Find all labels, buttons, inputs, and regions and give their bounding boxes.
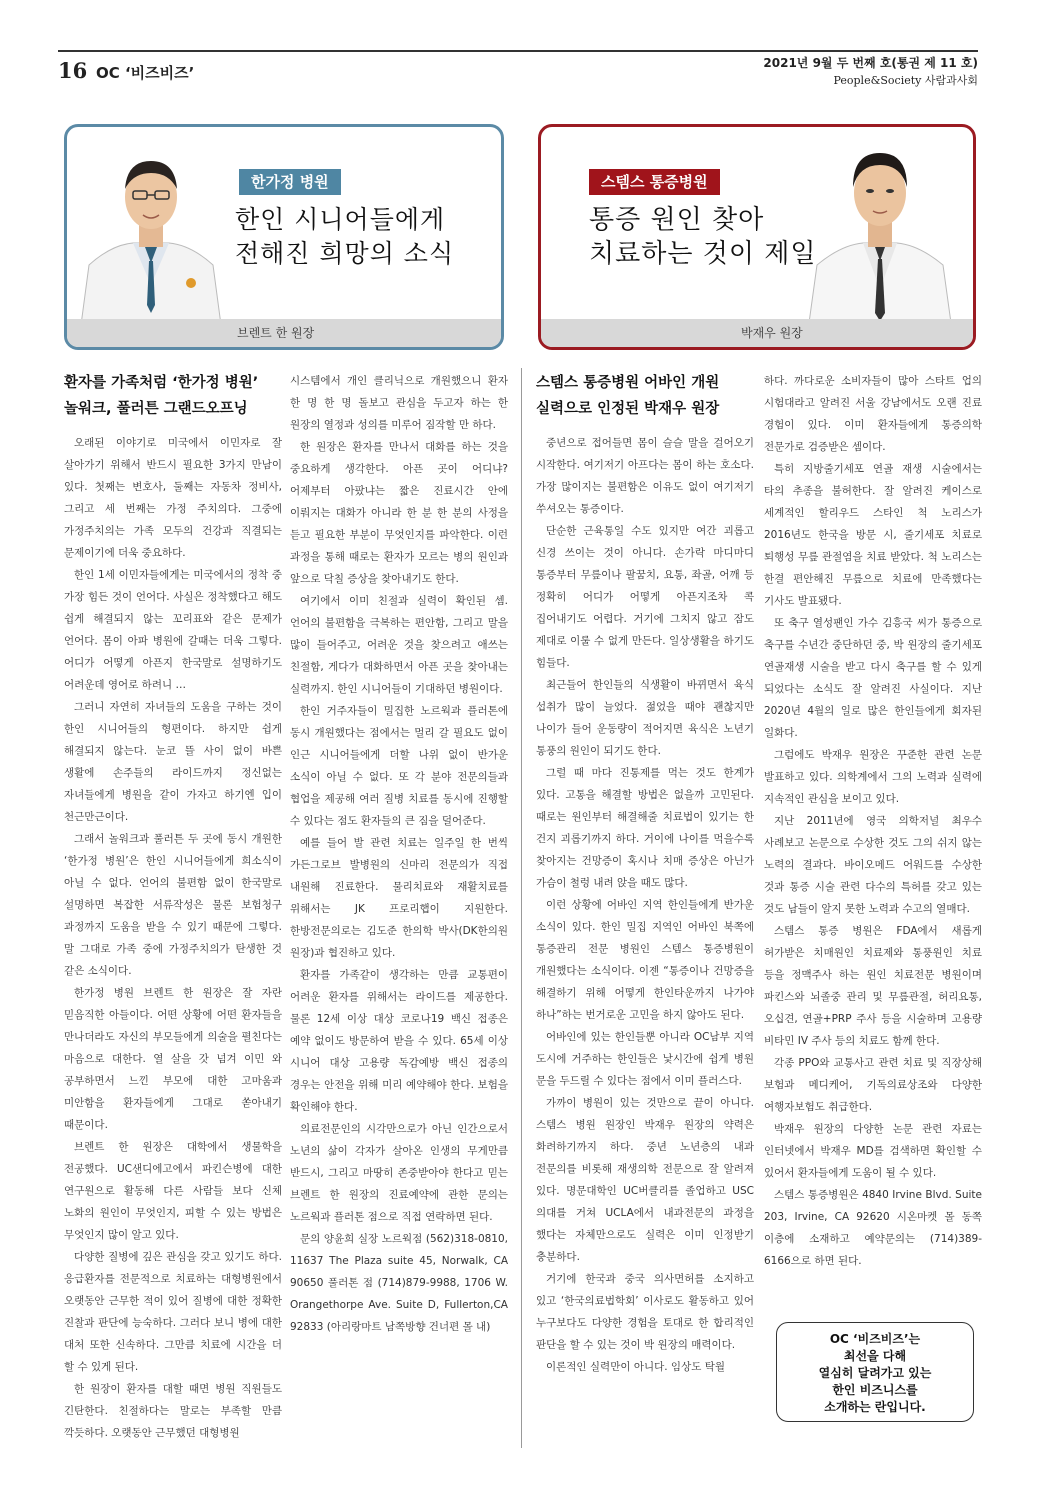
article2-paragraph: 이런 상황에 어바인 지역 한인들에게 반가운 소식이 있다. 한인 밀집 지역인 어바인 북쪽에 통증관리 전문 병원인 스템스 통증병원이 개원했다는 소식이다. 이젠 “통증이나 건망증을 해결하기 위해 어떻게 한인타운까지 나가야 하나”하는 번거로운 고민을 하지 않아도 된다. [536, 899, 754, 1021]
article1-headline-line2: 놀워크, 풀러튼 그랜드오프닝 [64, 401, 248, 417]
feature-box-stems [538, 124, 976, 350]
oc-bizbiz-promo-box [776, 1322, 974, 1422]
article2-column2 [764, 370, 982, 1272]
doctor-portrait-left [71, 135, 231, 325]
doctor-name-left: 브렌트 한 원장 [67, 319, 501, 347]
promo-line: OC ‘비즈비즈’는 [829, 1332, 921, 1346]
article2-paragraph: 가까이 병원이 있는 것만으로 끝이 아니다. 스템스 병원 원장인 박재우 원장의 약력은 화려하기까지 하다. 중년 노년층의 내과 전문의를 비롯해 재생의학 전문으로 잘 알려져 있다. 명문대학인 UC버클리를 졸업하고 USC 의대를 거쳐 UCLA에서 내과전문의 과정을 했다는 자체만으로도 실력은 이미 인정받기 충분하다. [536, 1097, 754, 1263]
feature-title-left-line1: 한인 시니어들에게 [235, 205, 446, 234]
article1-headline-line1: 환자를 가족처럼 ‘한가정 병원’ [64, 375, 259, 391]
article1-paragraph: 예를 들어 발 관련 치료는 일주일 한 번씩 가든그로브 발병원의 신마리 전문의가 직접 내원해 진료한다. 물리치료와 재활치료를 위해서는 JK 프로리햅이 지원한다. 한방전문의로는 김도준 한의학 박사(DK한의원 원장)과 협진하고 있다. [290, 837, 508, 959]
article1-paragraph: 한 원장이 환자를 대할 때면 병원 직원들도 긴탄한다. 친절하다는 말로는 부족할 만큼 깍듯하다. 오랫동안 근무했던 대형병원 [64, 1383, 282, 1439]
article2-paragraph: 단순한 근육통일 수도 있지만 여간 괴롭고 신경 쓰이는 것이 아니다. 손가락 마디마디 통증부터 무릎이나 팔꿈치, 요통, 좌골, 어깨 등 정확히 어디가 어떻게 아픈지조차 콕 집어내기도 어렵다. 거기에 그치지 않고 잠도 제대로 이룰 수 없게 만든다. 일상생활을 하기도 힘들다. [536, 525, 754, 669]
promo-line: 최선을 다해 [843, 1349, 907, 1363]
article1-paragraph: 그러니 자연히 자녀들의 도움을 구하는 것이 한인 시니어들의 형편이다. 하지만 쉽게 해결되지 않는다. 눈코 뜰 사이 없이 바쁜 생활에 손주들의 라이드까지 정신없는 자녀들에게 병원을 같이 가자고 하기엔 입이 천근만근이다. [64, 701, 282, 823]
article2-paragraph: 거기에 한국과 중국 의사면허를 소지하고 있고 ‘한국의료법학회’ 이사로도 활동하고 있어 누구보다도 다양한 경험을 토대로 한 합리적인 판단을 할 수 있는 것이 박 원장의 매력이다. [536, 1273, 754, 1351]
article2-paragraph: 스템스 통증 병원은 FDA에서 새롭게 허가받은 치매원인 치료제와 통풍원인 치료 등을 정맥주사 하는 원인 치료전문 병원이며 파킨스와 뇌졸중 관리 및 무릎관절, 허리요통, 오십견, 연골+PRP 주사 등을 시술하며 고용량 비타민 IV 주사 등의 치료도 함께 한다. [764, 925, 982, 1047]
article2-paragraph: 최근들어 한인들의 식생활이 바뀌면서 육식 섭취가 많이 늘었다. 젊었을 때야 괜찮지만 나이가 들어 운동량이 적어지면 육식은 노년기 통풍의 원인이 되기도 한다. [536, 679, 754, 757]
article2-column1 [536, 370, 754, 1378]
article2-headline [536, 370, 754, 422]
article2-paragraph: 특히 지방줄기세포 연골 재생 시술에서는 타의 추종을 불허한다. 잘 알려진 케이스로 세계적인 할리우드 스타인 척 노리스가 2016년도 한국을 방문 시, 줄기세포 치료로 퇴행성 무릎 관절염을 치료 받았다. 척 노리스는 한결 편안해진 무릎으로 치료에 만족했다는 기사도 발표됐다. [764, 463, 982, 607]
article2-paragraph: 하다. 까다로운 소비자들이 많아 스타트 업의 시험대라고 알려진 서울 강남에서도 오랜 진료 경험이 있다. 이미 환자들에게 통증의학 전문가로 검증받은 셈이다. [764, 375, 982, 453]
promo-line: 소개하는 란입니다. [824, 1400, 926, 1414]
column-divider [521, 368, 522, 1448]
article1-paragraph: 한인 1세 이민자들에게는 미국에서의 정착 중 가장 힘든 것이 언어다. 사실은 정착했다고 해도 쉽게 해결되지 않는 꼬리표와 같은 문제가 언어다. 몸이 아파 병원에 갈때는 더욱 그렇다. 어디가 어떻게 아픈지 한국말로 설명하기도 어려운데 영어로 하려니 … [64, 569, 282, 691]
article1-column1 [64, 370, 282, 1444]
article1-paragraph: 다양한 질병에 깊은 관심을 갖고 있기도 하다. 응급환자를 전문적으로 치료하는 대형병원에서 오랫동안 근무한 적이 있어 질병에 대한 정확한 진찰과 판단에 능숙하다. 그러다 보니 병에 대한 대처 또한 신속하다. 그만큼 치료에 시간을 더 할 수 있게 된다. [64, 1251, 282, 1373]
publication-name-en: People&Society [833, 74, 922, 87]
feature-title-left-line2: 전해진 희망의 소식 [235, 239, 455, 268]
header-rule [58, 50, 978, 52]
article2-paragraph: 그럴 때 마다 진통제를 먹는 것도 한계가 있다. 고통을 해결할 방법은 없을까 고민된다. 때로는 원인부터 해결해줄 치료법이 있기는 한 건지 괴롭기까지 하다. 거이에 나이를 먹을수록 찾아지는 건망증이 혹시나 치매 증상은 아닌가 가슴이 철렁 내려 앉을 때도 많다. [536, 767, 754, 889]
page-number: 16 [58, 58, 88, 83]
article1-headline [64, 370, 282, 422]
promo-line: 열심히 달려가고 있는 [818, 1366, 932, 1380]
doctor-portrait-right [805, 129, 955, 323]
article2-paragraph: 중년으로 접어들면 몸이 슬슬 말을 걸어오기 시작한다. 여기저기 아프다는 몸이 하는 호소다. 가장 많이지는 불편함은 이유도 없이 여기저기 쑤셔오는 통증이다. [536, 437, 754, 515]
article1-column2 [290, 370, 508, 1338]
article2-headline-line2: 실력으로 인정된 박재우 원장 [536, 401, 720, 417]
article1-paragraph: 브렌트 한 원장은 대학에서 생물학을 전공했다. UC샌디에고에서 파킨슨병에 대한 연구원으로 활동해 다른 사람들 보다 신체 노화의 원인이 무엇인지, 피할 수 있는 방법은 무엇인지 많이 알고 있다. [64, 1141, 282, 1241]
article2-paragraph: 이론적인 실력만이 아니다. 임상도 탁월 [546, 1361, 725, 1373]
feature-box-hangajeong [64, 124, 504, 350]
article1-contact: 문의 양윤희 실장 노르웍점 (562)318-0810, 11637 The Plaza suite 45, Norwalk, CA 90650 풀러톤 점 (714)879-9988, 1706 W. Orangethorpe Ave. Suite D, Fullerton,CA 92833 (아리랑마트 남쪽방향 건너편 몰 내) [290, 1233, 508, 1333]
article2-paragraph: 또 축구 열성팬인 가수 김흥국 씨가 통증으로 축구를 수년간 중단하던 중, 박 원장의 줄기세포 연골재생 시술을 받고 다시 축구를 할 수 있게 되었다는 소식도 잘 알려진 사실이다. 지난 2020년 4월의 일로 많은 한인들에게 회자된 일화다. [764, 617, 982, 739]
article1-paragraph: 시스템에서 개인 클리닉으로 개원했으니 환자 한 명 한 명 돌보고 관심을 두고자 하는 한 원장의 열정과 성의를 미루어 짐작할 만 하다. [290, 375, 508, 431]
article1-paragraph: 오래된 이야기로 미국에서 이민자로 잘 살아가기 위해서 반드시 필요한 3가지 만남이 있다. 첫째는 변호사, 둘째는 자동차 정비사, 그리고 세 번째는 가정 주치의다. 그중에 가정주치의는 가족 모두의 건강과 직결되는 문제이기에 더욱 중요하다. [64, 437, 282, 559]
feature-title-right [589, 203, 816, 271]
article2-paragraph: 각종 PPO와 교통사고 관련 치료 및 직장상해 보험과 메디케어, 기독의료상조와 다양한 여행자보험도 취급한다. [764, 1057, 982, 1113]
article2-paragraph: 어바인에 있는 한인들뿐 아니라 OC남부 지역 도시에 거주하는 한인들은 낯시간에 쉽게 병원 문을 두드릴 수 있다는 점에서 이미 플러스다. [536, 1031, 754, 1087]
article1-paragraph: 한가정 병원 브렌트 한 원장은 잘 자란 믿음직한 아들이다. 어떤 상황에 어떤 환자들을 만나더라도 자신의 부모들에게 의술을 펼친다는 마음으로 대한다. 열 살을 갓 넘겨 이민 와 공부하면서 느낀 부모에 대한 고마움과 미안함을 환자들에게 그대로 쏟아내기 때문이다. [64, 987, 282, 1131]
section-title: OC ‘비즈비즈’ [96, 64, 195, 82]
article2-paragraph: 그럼에도 박재우 원장은 꾸준한 관련 논문 발표하고 있다. 의학계에서 그의 노력과 실력에 지속적인 관심을 보이고 있다. [764, 749, 982, 805]
feature-title-left [235, 203, 454, 271]
article1-paragraph: 의료전문인의 시각만으로가 아닌 인간으로서 노년의 삶이 각자가 살아온 인생의 무게만큼 반드시, 그리고 마땅히 존중받아야 한다고 믿는 브렌트 한 원장의 진료예약에 관한 문의는 노르웍과 플러톤 점으로 직접 연락하면 된다. [290, 1123, 508, 1223]
article1-paragraph: 한 원장은 환자를 만나서 대화를 하는 것을 중요하게 생각한다. 아픈 곳이 어디냐? 어제부터 아팠냐는 짧은 진료시간 안에 이뤄지는 대화가 아니라 한 분 한 분의 사정을 듣고 필요한 부분이 무엇인지를 파악한다. 이런 과정을 통해 때로는 환자가 모르는 병의 원인과 앞으로 닥칠 증상을 찾아내기도 한다. [290, 441, 508, 585]
article2-paragraph: 박재우 원장의 다양한 논문 관련 자료는 인터넷에서 박재우 MD를 검색하면 확인할 수 있어서 환자들에게 도움이 될 수 있다. [764, 1123, 982, 1179]
doctor-name-right: 박재우 원장 [541, 319, 973, 347]
article2-paragraph: 지난 2011년에 영국 의학저널 최우수 사례보고 논문으로 수상한 것도 그의 쉬지 않는 노력의 결과다. 바이오메드 어워드를 수상한 것과 통증 시술 관련 다수의 특허를 갖고 있는 것도 남들이 알지 못한 노력과 수고의 열매다. [764, 815, 982, 915]
article1-paragraph: 그래서 놀워크과 풀러튼 두 곳에 동시 개원한 ‘한가정 병원’은 한인 시니어들에게 희소식이 아닐 수 없다. 언어의 불편함 없이 한국말로 설명하면 복잡한 서류작성은 물론 보험청구 과정까지 도움을 받을 수 있기 때문에 그렇다. 말 그대로 가족 중에 가정주치의가 탄생한 것 같은 소식이다. [64, 833, 282, 977]
hospital-tag-stems: 스템스 통증병원 [589, 169, 720, 195]
promo-line: 한인 비즈니스를 [832, 1383, 918, 1397]
article2-headline-line1: 스템스 통증병원 어바인 개원 [536, 375, 720, 391]
article1-paragraph: 여기에서 이미 친절과 실력이 확인된 셈. 언어의 불편함을 극복하는 편안함, 그리고 말을 많이 들어주고, 어려운 것을 찾으려고 애쓰는 친절함, 게다가 대화하면서 아픈 곳을 찾아내는 실력까지. 한인 시니어들이 기대하던 병원이다. [290, 595, 508, 695]
article2-contact: 스템스 통증병원은 4840 Irvine Blvd. Suite 203, Irvine, CA 92620 시온마켓 몰 동쪽 이층에 소재하고 예약문의는 (714)389-6166으로 하면 된다. [764, 1189, 982, 1267]
publication-name-ko: 사람과사회 [924, 74, 978, 87]
hospital-tag-hangajeong: 한가정 병원 [239, 169, 341, 195]
feature-title-right-line2: 치료하는 것이 제일 [589, 239, 817, 269]
publication-name [833, 72, 978, 88]
feature-title-right-line1: 통증 원인 찾아 [589, 205, 765, 235]
article1-paragraph: 환자를 가족같이 생각하는 만큼 교통편이 어려운 환자를 위해서는 라이드를 제공한다. 물론 12세 이상 대상 코로나19 백신 접종은 예약 없이도 방문하여 받을 수 있다. 65세 이상 시니어 대상 고용량 독감예방 백신 접종의 경우는 안전을 위해 미리 예약해야 한다. 보험을 확인해야 한다. [290, 969, 508, 1113]
article1-paragraph: 한인 거주자들이 밀집한 노르웍과 플러톤에 동시 개원했다는 점에서는 멀리 갈 필요도 없이 인근 시니어들에게 더할 나위 없이 반가운 소식이 아닐 수 없다. 또 각 분야 전문의들과 협업을 제공해 여러 질병 치료를 동시에 진행할 수 있다는 점도 환자들의 큰 짐을 덜어준다. [290, 705, 508, 827]
issue-info: 2021년 9월 두 번째 호(통권 제 11 호) [763, 56, 978, 70]
